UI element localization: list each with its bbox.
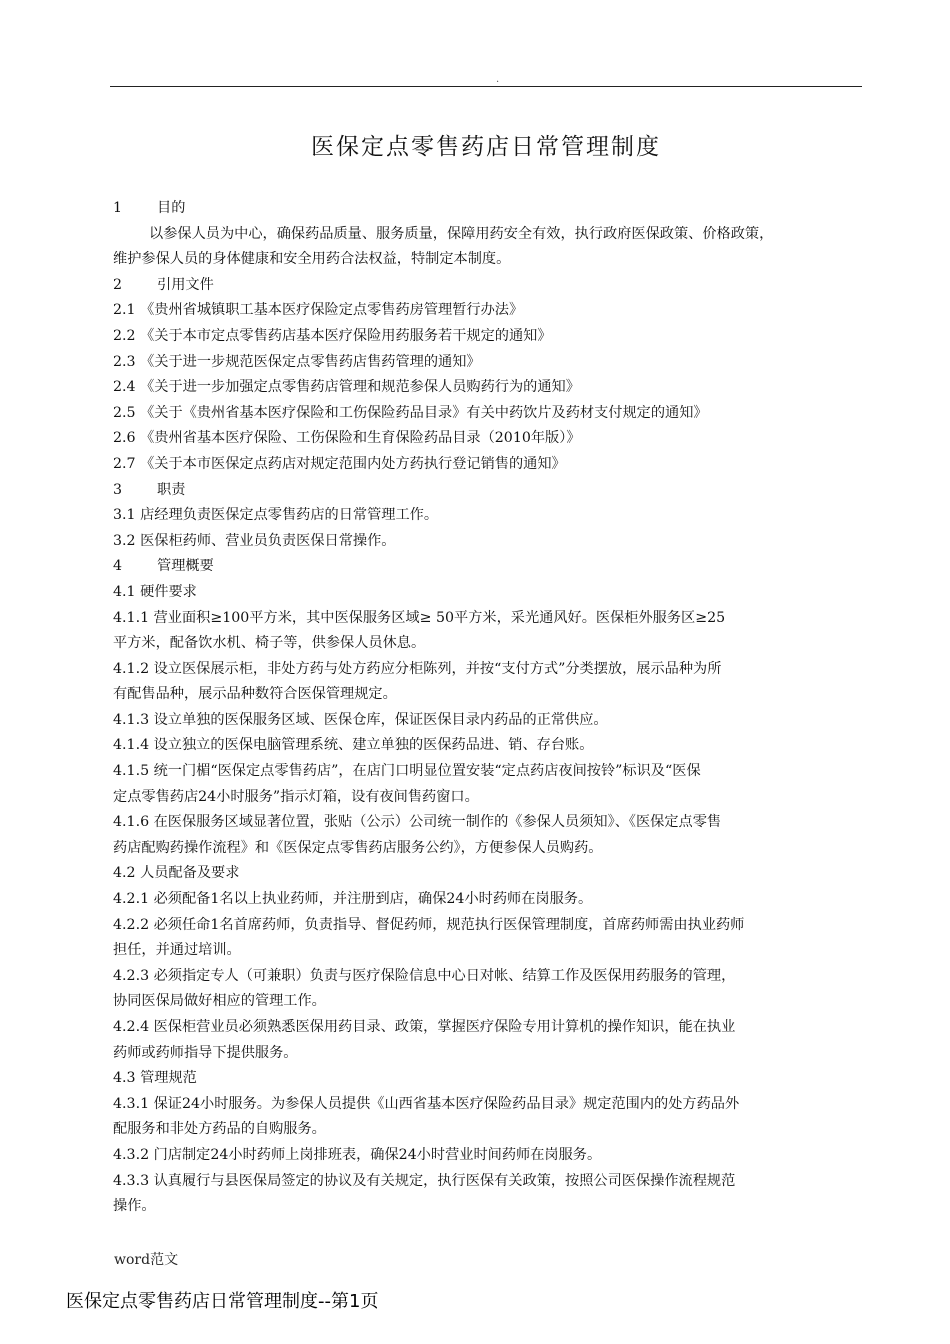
text-line: 4.2.4 医保柜营业员必须熟悉医保用药目录、政策，掌握医疗保险专用计算机的操作知识，能在执业	[113, 1019, 736, 1035]
section-number: 1	[113, 200, 123, 216]
text-line: 2.5 《关于《贵州省基本医疗保险和工伤保险药品目录》有关中药饮片及药材支付规定的通知》	[113, 404, 708, 421]
section-number: 2	[113, 276, 123, 293]
section-heading	[113, 554, 861, 580]
text-line: 4.1.3 设立单独的医保服务区域、医保仓库，保证医保目录内药品的正常供应。	[113, 711, 608, 728]
text-line: 以参保人员为中心，确保药品质量、服务质量，保障用药安全有效，执行政府医保政策、价格政策，	[149, 225, 774, 242]
text-line: 4.2.2 必须任命1名首席药师，负责指导、督促药师，规范执行医保管理制度，首席药师需由执业药师	[113, 916, 745, 933]
header-rule	[110, 86, 862, 87]
text-line: 4.3.3 认真履行与县医保局签定的协议及有关规定，执行医保有关政策，按照公司医保操作流程规范	[113, 1172, 736, 1189]
section-heading-text: 管理概要	[157, 558, 214, 575]
footer-page-label: 医保定点零售药店日常管理制度--第1页	[66, 1291, 379, 1312]
text-line: 2.1 《贵州省城镇职工基本医疗保险定点零售药房管理暂行办法》	[113, 302, 524, 319]
text-line: 4.1.6 在医保服务区域显著位置，张贴（公示）公司统一制作的《参保人员须知》、《医保定点零售	[113, 814, 722, 831]
text-line: 担任，并通过培训。	[113, 942, 241, 959]
header-dot: .	[496, 74, 500, 85]
text-line: 药店配购药操作流程》和《医保定点零售药店服务公约》，方便参保人员购药。	[113, 839, 603, 856]
text-line: 4.1.5 统一门楣“医保定点零售药店”，在店门口明显位置安装“定点药店夜间按铃”标识及“医保	[113, 763, 701, 780]
text-line: 4.1.1 营业面积≥100平方米，其中医保服务区域≥ 50平方米，采光通风好。医保柜外服务区≥25	[113, 609, 726, 626]
text-line: 4.3.2 门店制定24小时药师上岗排班表，确保24小时营业时间药师在岗服务。	[113, 1146, 602, 1163]
section-heading	[113, 196, 861, 222]
text-line: 4.2.1 必须配备1名以上执业药师，并注册到店，确保24小时药师在岗服务。	[113, 891, 593, 908]
text-line: 3.2 医保柜药师、营业员负责医保日常操作。	[113, 532, 396, 549]
document-title: 医保定点零售药店日常管理制度	[311, 134, 661, 160]
section-number: 3	[113, 481, 123, 498]
text-line: 4.2.3 必须指定专人（可兼职）负责与医疗保险信息中心日对帐、结算工作及医保用药服务的管理，	[113, 967, 736, 984]
document-body	[113, 196, 861, 1220]
text-line: 2.4 《关于进一步加强定点零售药店管理和规范参保人员购药行为的通知》	[113, 379, 580, 396]
text-line: 2.7 《关于本市医保定点药店对规定范围内处方药执行登记销售的通知》	[113, 455, 566, 472]
text-line: 4.2 人员配备及要求	[113, 865, 240, 882]
text-line: 药师或药师指导下提供服务。	[113, 1044, 298, 1061]
section-heading-text: 职责	[157, 481, 186, 498]
text-line: 协同医保局做好相应的管理工作。	[113, 993, 326, 1010]
text-line: 2.2 《关于本市定点零售药店基本医疗保险用药服务若干规定的通知》	[113, 327, 552, 344]
text-line: 3.1 店经理负责医保定点零售药店的日常管理工作。	[113, 507, 439, 524]
text-line: 操作。	[113, 1198, 156, 1215]
text-line: 4.3 管理规范	[113, 1070, 197, 1087]
section-number: 4	[113, 558, 123, 575]
text-line: 2.3 《关于进一步规范医保定点零售药店售药管理的通知》	[113, 353, 481, 370]
text-line: 4.1.2 设立医保展示柜，非处方药与处方药应分柜陈列，并按“支付方式”分类摆放，展示品种为所	[113, 660, 722, 677]
text-line: 有配售品种，展示品种数符合医保管理规定。	[113, 686, 397, 703]
footer-word-label: word范文	[114, 1252, 179, 1268]
text-line: 定点零售药店24小时服务”指示灯箱，设有夜间售药窗口。	[113, 788, 479, 805]
text-line: 4.1 硬件要求	[113, 583, 197, 600]
text-line: 平方米，配备饮水机、椅子等，供参保人员休息。	[113, 635, 426, 652]
text-line: 配服务和非处方药品的自购服务。	[113, 1121, 326, 1138]
text-line: 维护参保人员的身体健康和安全用药合法权益，特制定本制度。	[113, 251, 511, 268]
section-heading	[113, 478, 861, 504]
text-line: 4.1.4 设立独立的医保电脑管理系统、建立单独的医保药品进、销、存台账。	[113, 737, 594, 754]
text-line: 4.3.1 保证24小时服务。为参保人员提供《山西省基本医疗保险药品目录》规定范围内的处方药品外	[113, 1095, 740, 1112]
section-heading-text: 目的	[157, 200, 186, 216]
section-heading-text: 引用文件	[157, 276, 214, 293]
section-heading	[113, 273, 861, 299]
text-line: 2.6 《贵州省基本医疗保险、工伤保险和生育保险药品目录（2010年版）》	[113, 430, 581, 447]
